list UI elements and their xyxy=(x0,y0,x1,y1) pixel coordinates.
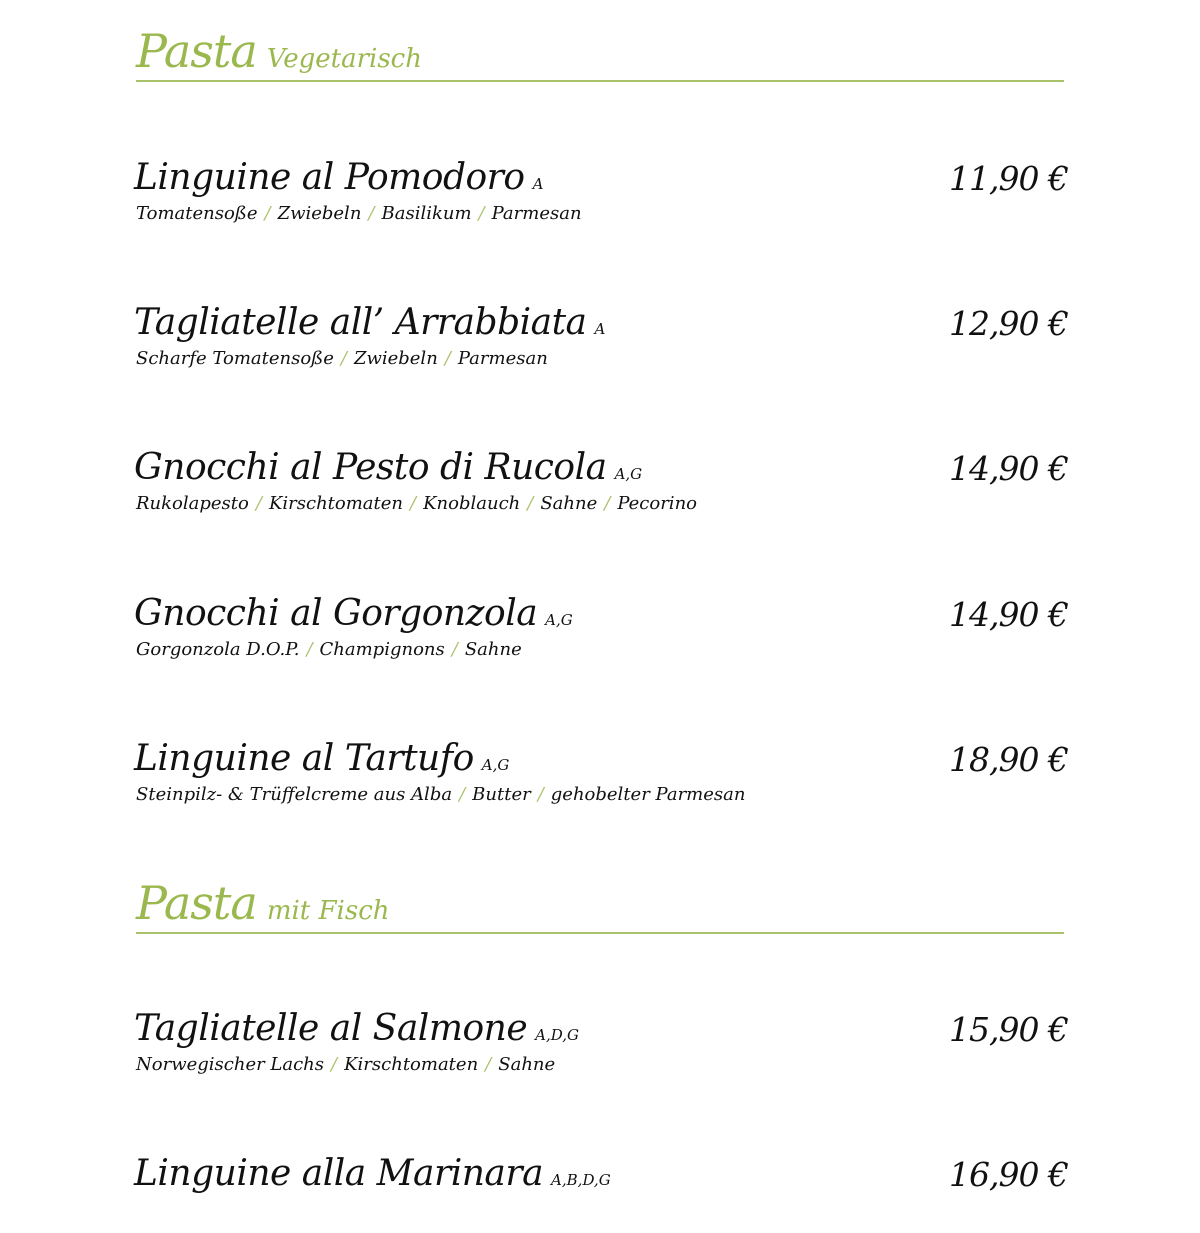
ingredient: Knoblauch xyxy=(423,493,521,514)
item-allergens: A,G xyxy=(545,611,573,629)
item-price: 12,90 € xyxy=(949,304,1068,343)
item-name: Linguine al Tartufo xyxy=(134,738,474,779)
item-title-line xyxy=(134,157,543,198)
separator: / xyxy=(368,203,375,224)
ingredient: Sahne xyxy=(464,639,522,660)
item-title-line xyxy=(134,302,605,343)
item-price: 14,90 € xyxy=(949,595,1068,634)
ingredient: Pecorino xyxy=(617,493,697,514)
item-ingredients xyxy=(136,348,548,369)
separator: / xyxy=(410,493,417,514)
ingredient: Gorgonzola D.O.P. xyxy=(136,639,300,660)
section-title xyxy=(136,24,422,78)
item-name: Gnocchi al Pesto di Rucola xyxy=(134,447,607,488)
ingredient: gehobelter Parmesan xyxy=(550,784,746,805)
item-name: Gnocchi al Gorgonzola xyxy=(134,593,538,634)
item-price: 11,90 € xyxy=(949,159,1068,198)
item-allergens: A xyxy=(532,175,544,193)
item-title-line xyxy=(134,447,642,488)
item-ingredients xyxy=(136,493,697,514)
separator: / xyxy=(478,203,485,224)
section-title-sub: mit Fisch xyxy=(266,896,390,926)
separator: / xyxy=(451,639,458,660)
menu-item xyxy=(134,302,1068,382)
section-title-sub: Vegetarisch xyxy=(266,44,422,74)
ingredient: Parmesan xyxy=(457,348,548,369)
item-ingredients xyxy=(136,1054,555,1075)
menu-item xyxy=(134,447,1068,527)
section-header-vegetarisch xyxy=(136,20,1064,82)
ingredient: Norwegischer Lachs xyxy=(136,1054,325,1075)
item-price: 18,90 € xyxy=(949,740,1068,779)
menu-item xyxy=(134,157,1068,237)
separator: / xyxy=(264,203,271,224)
item-name: Linguine alla Marinara xyxy=(134,1153,544,1194)
ingredient: Steinpilz- & Trüffelcreme aus Alba xyxy=(136,784,453,805)
ingredient: Sahne xyxy=(498,1054,556,1075)
ingredient: Butter xyxy=(472,784,531,805)
separator: / xyxy=(485,1054,492,1075)
ingredient: Rukolapesto xyxy=(136,493,249,514)
item-allergens: A,G xyxy=(614,465,643,483)
section-title-main: Pasta xyxy=(136,876,257,930)
item-ingredients xyxy=(136,203,582,224)
menu-item xyxy=(134,1153,1068,1233)
separator: / xyxy=(306,639,313,660)
item-ingredients xyxy=(136,639,522,660)
ingredient: Kirschtomaten xyxy=(268,493,404,514)
ingredient: Champignons xyxy=(319,639,445,660)
ingredient: Parmesan xyxy=(491,203,582,224)
item-price: 14,90 € xyxy=(949,449,1068,488)
menu-item xyxy=(134,593,1068,673)
item-title-line xyxy=(134,1153,611,1194)
separator: / xyxy=(331,1054,338,1075)
separator: / xyxy=(459,784,466,805)
separator: / xyxy=(527,493,534,514)
ingredient: Tomatensoße xyxy=(136,203,258,224)
item-price: 16,90 € xyxy=(949,1155,1068,1194)
ingredient: Sahne xyxy=(540,493,598,514)
item-name: Linguine al Pomodoro xyxy=(134,157,525,198)
ingredient: Scharfe Tomatensoße xyxy=(136,348,334,369)
item-allergens: A,D,G xyxy=(535,1026,579,1044)
ingredient: Basilikum xyxy=(381,203,472,224)
ingredient: Zwiebeln xyxy=(277,203,362,224)
separator: / xyxy=(604,493,611,514)
ingredient: Zwiebeln xyxy=(353,348,438,369)
item-name: Tagliatelle all’ Arrabbiata xyxy=(134,302,587,343)
section-title-main: Pasta xyxy=(136,24,257,78)
separator: / xyxy=(444,348,451,369)
item-name: Tagliatelle al Salmone xyxy=(134,1008,528,1049)
item-allergens: A,B,D,G xyxy=(551,1171,611,1189)
item-price: 15,90 € xyxy=(949,1010,1068,1049)
separator: / xyxy=(340,348,347,369)
item-allergens: A xyxy=(594,320,606,338)
menu-item xyxy=(134,1008,1068,1088)
item-title-line xyxy=(134,738,509,779)
section-title xyxy=(136,876,390,930)
ingredient: Kirschtomaten xyxy=(344,1054,479,1075)
item-title-line xyxy=(134,593,573,634)
separator: / xyxy=(255,493,262,514)
item-allergens: A,G xyxy=(481,756,510,774)
menu-item xyxy=(134,738,1068,818)
item-ingredients xyxy=(136,784,745,805)
item-title-line xyxy=(134,1008,579,1049)
section-header-fisch xyxy=(136,872,1064,934)
separator: / xyxy=(537,784,544,805)
